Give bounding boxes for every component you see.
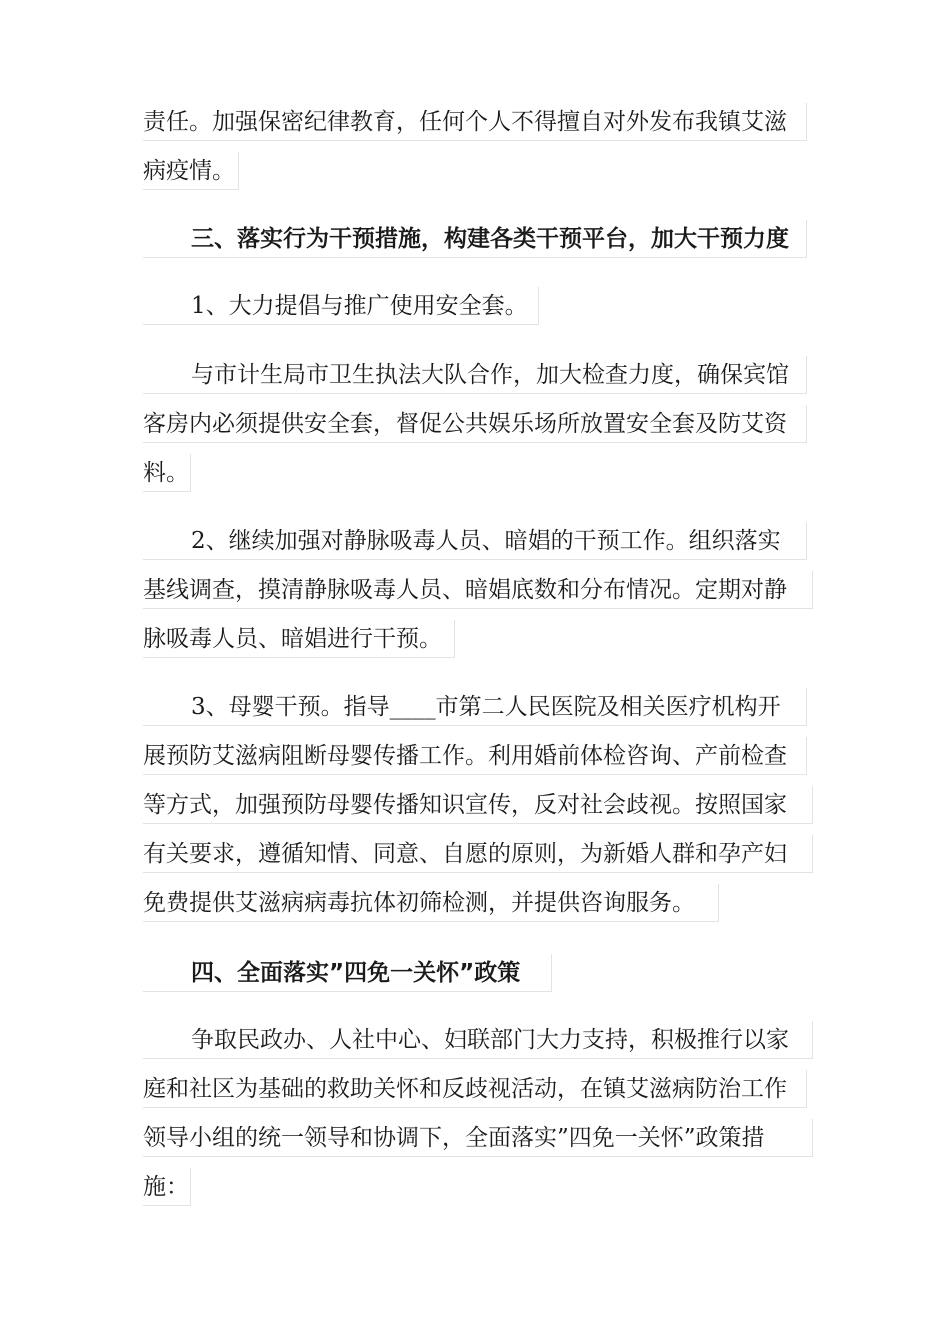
paragraph-3-line-3: 脉吸毒人员、暗娼进行干预。 xyxy=(143,620,455,658)
paragraph-2-line-3: 料。 xyxy=(143,454,191,492)
paragraph-4-line-2: 展预防艾滋病阻断母婴传播工作。利用婚前体检咨询、产前检查 xyxy=(143,737,807,775)
paragraph-4-line-4: 有关要求，遵循知情、同意、自愿的原则，为新婚人群和孕产妇 xyxy=(143,835,813,873)
paragraph-5-line-1: 争取民政办、人社中心、妇联部门大力支持，积极推行以家 xyxy=(143,1021,813,1059)
paragraph-5-line-3: 领导小组的统一领导和协调下，全面落实”四免一关怀”政策措 xyxy=(143,1119,813,1157)
paragraph-3-line-1: 2、继续加强对静脉吸毒人员、暗娼的干预工作。组织落实 xyxy=(143,522,807,560)
paragraph-1-line-1: 责任。加强保密纪律教育，任何个人不得擅自对外发布我镇艾滋 xyxy=(143,103,807,141)
paragraph-4-line-3: 等方式，加强预防母婴传播知识宣传，反对社会歧视。按照国家 xyxy=(143,786,813,824)
section-heading-3: 三、落实行为干预措施，构建各类干预平台，加大干预力度 xyxy=(143,220,807,258)
paragraph-5-line-4: 施： xyxy=(143,1168,191,1206)
paragraph-2-line-2: 客房内必须提供安全套，督促公共娱乐场所放置安全套及防艾资 xyxy=(143,405,807,443)
paragraph-1-line-2: 病疫情。 xyxy=(143,152,239,190)
paragraph-5-line-2: 庭和社区为基础的救助关怀和反歧视活动，在镇艾滋病防治工作 xyxy=(143,1070,807,1108)
item-1-title: 1、大力提倡与推广使用安全套。 xyxy=(143,287,539,325)
paragraph-4-line-5: 免费提供艾滋病病毒抗体初筛检测，并提供咨询服务。 xyxy=(143,884,719,922)
section-heading-4: 四、全面落实”四免一关怀”政策 xyxy=(143,954,552,992)
paragraph-3-line-2: 基线调查，摸清静脉吸毒人员、暗娼底数和分布情况。定期对静 xyxy=(143,571,813,609)
paragraph-2-line-1: 与市计生局市卫生执法大队合作，加大检查力度，确保宾馆 xyxy=(143,356,807,394)
paragraph-4-line-1: 3、母婴干预。指导____市第二人民医院及相关医疗机构开 xyxy=(143,688,807,726)
